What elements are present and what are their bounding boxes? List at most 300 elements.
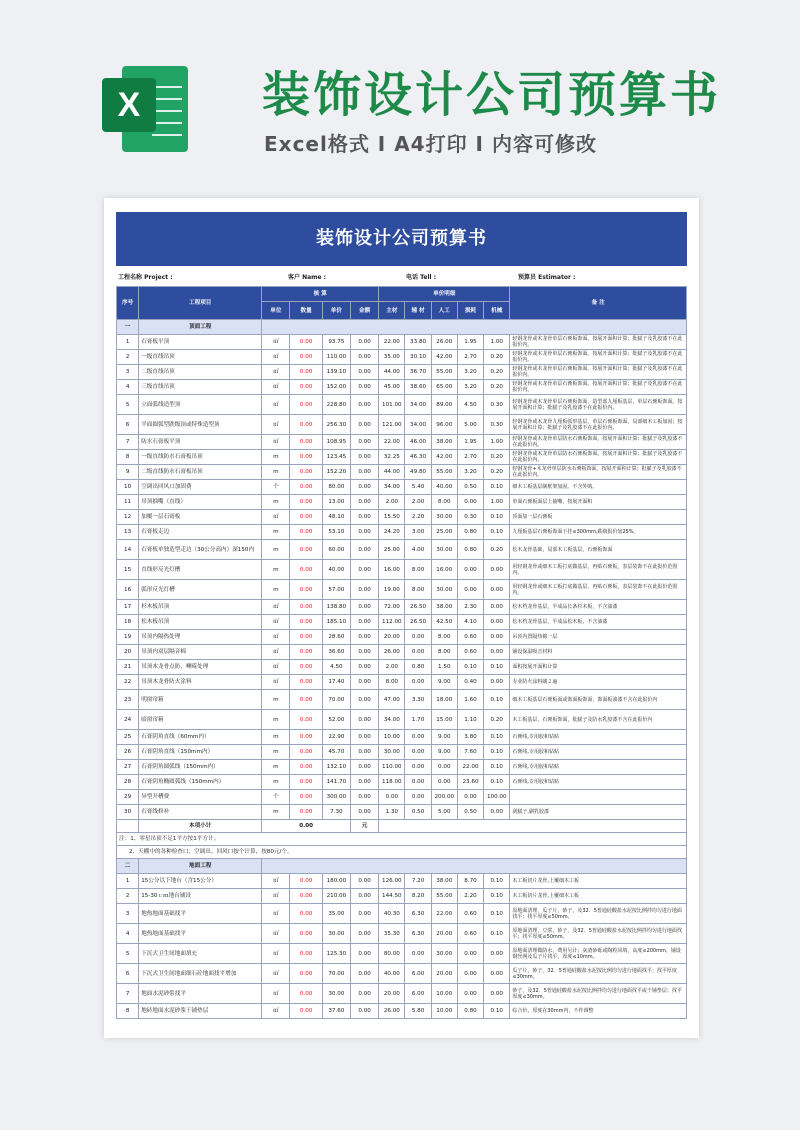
cell-machine: 0.00 <box>484 964 510 984</box>
cell-note: 用轻钢龙骨或细木工板打底做基层，再贴石膏板，表层装饰不在此报价范围内。 <box>510 580 687 600</box>
header-detail: 单价明细 <box>379 287 510 302</box>
cell-qty: 0.00 <box>290 510 322 525</box>
cell-loss: 4.50 <box>457 395 483 415</box>
cell-labor: 42.00 <box>431 450 457 465</box>
cell-seq: 12 <box>117 510 139 525</box>
cell-price: 45.70 <box>322 745 350 760</box>
cell-machine: 0.00 <box>484 805 510 820</box>
cell-aux: 5.40 <box>405 480 431 495</box>
cell-unit: ㎡ <box>262 904 290 924</box>
cell-seq: 27 <box>117 760 139 775</box>
cell-main: 44.00 <box>379 365 405 380</box>
cell-qty: 0.00 <box>290 889 322 904</box>
cell-main: 25.00 <box>379 540 405 560</box>
cell-item: 地砖地面水泥砂浆干铺垫层 <box>139 1004 262 1019</box>
cell-loss: 2.70 <box>457 450 483 465</box>
cell-labor: 30.00 <box>431 580 457 600</box>
table-row <box>117 730 687 745</box>
cell-loss: 3.80 <box>457 730 483 745</box>
cell-note: 轻钢龙骨或木龙骨单层石膏板饰面。按展开面积计算；批腻子及乳胶漆不在此报价内。 <box>510 380 687 395</box>
cell-seq: 28 <box>117 775 139 790</box>
cell-qty: 0.00 <box>290 660 322 675</box>
cell-machine: 0.00 <box>484 630 510 645</box>
cell-labor: 200.00 <box>431 790 457 805</box>
cell-loss: 7.60 <box>457 745 483 760</box>
section-note: 2、天棚中的各种检查口、空调出、回风口按个计算，按80元/个。 <box>117 846 687 859</box>
cell-labor: 9.00 <box>431 745 457 760</box>
cell-unit: m <box>262 805 290 820</box>
cell-labor: 10.00 <box>431 984 457 1004</box>
cell-unit: ㎡ <box>262 874 290 889</box>
cell-aux: 6.00 <box>405 964 431 984</box>
cell-aux: 0.00 <box>405 675 431 690</box>
cell-price: 53.10 <box>322 525 350 540</box>
cell-unit: 个 <box>262 790 290 805</box>
cell-unit: ㎡ <box>262 944 290 964</box>
cell-price: 57.00 <box>322 580 350 600</box>
table-row <box>117 745 687 760</box>
cell-amount: 0.00 <box>350 350 378 365</box>
cell-aux: 3.00 <box>405 525 431 540</box>
cell-item: 吊顶内双层隔音棉 <box>139 645 262 660</box>
cell-labor: 26.00 <box>431 335 457 350</box>
cell-labor: 0.00 <box>431 760 457 775</box>
cell-price: 228.80 <box>322 395 350 415</box>
cell-seq: 16 <box>117 580 139 600</box>
cell-labor: 0.00 <box>431 775 457 790</box>
table-row <box>117 350 687 365</box>
table-row <box>117 775 687 790</box>
cell-loss: 0.00 <box>457 944 483 964</box>
cell-amount: 0.00 <box>350 380 378 395</box>
cell-main: 15.50 <box>379 510 405 525</box>
cell-note: 松木档龙骨基层，半成品松木板，不含油漆 <box>510 615 687 630</box>
cell-unit: m <box>262 745 290 760</box>
cell-note: 石膏线,专用胶和钻贴 <box>510 775 687 790</box>
section-filler <box>262 320 687 335</box>
section-name: 顶面工程 <box>139 320 262 335</box>
cell-qty: 0.00 <box>290 944 322 964</box>
cell-seq: 30 <box>117 805 139 820</box>
cell-labor: 25.00 <box>431 525 457 540</box>
cell-qty: 0.00 <box>290 380 322 395</box>
project-info-row <box>116 268 687 284</box>
cell-main: 121.00 <box>379 415 405 435</box>
cell-seq: 11 <box>117 495 139 510</box>
hero-subtitle: Excel格式 I A4打印 I 内容可修改 <box>264 132 597 156</box>
cell-qty: 0.00 <box>290 350 322 365</box>
cell-unit: ㎡ <box>262 365 290 380</box>
cell-main: 35.30 <box>379 924 405 944</box>
cell-seq: 23 <box>117 690 139 710</box>
cell-qty: 0.00 <box>290 600 322 615</box>
subtotal-filler <box>379 820 687 833</box>
cell-seq: 6 <box>117 415 139 435</box>
cell-labor: 30.00 <box>431 540 457 560</box>
cell-item: 下沉式卫生间地面填充 <box>139 944 262 964</box>
cell-amount: 0.00 <box>350 335 378 350</box>
cell-price: 36.60 <box>322 645 350 660</box>
cell-amount: 0.00 <box>350 675 378 690</box>
header-hesuan: 核 算 <box>262 287 379 302</box>
cell-seq: 5 <box>117 395 139 415</box>
cell-aux: 46.30 <box>405 450 431 465</box>
cell-aux: 49.80 <box>405 465 431 480</box>
cell-item: 一级直线防水石膏板吊顶 <box>139 450 262 465</box>
cell-note: 原地面清理做防水，费用另计；灰渣砂砾或陶粒回填，高度≤200mm，铺设钢丝网及瓜子片找平，厚度≤10mm。 <box>510 944 687 964</box>
cell-amount: 0.00 <box>350 984 378 1004</box>
cell-price: 125.30 <box>322 944 350 964</box>
header-qty: 数量 <box>290 302 322 320</box>
cell-loss: 0.00 <box>457 495 483 510</box>
cell-price: 13.00 <box>322 495 350 510</box>
cell-seq: 25 <box>117 730 139 745</box>
cell-price: 48.10 <box>322 510 350 525</box>
cell-item: 地面水泥砂浆找平 <box>139 984 262 1004</box>
cell-amount: 0.00 <box>350 480 378 495</box>
cell-amount: 0.00 <box>350 580 378 600</box>
client-label: 客户 Name : <box>288 274 326 281</box>
cell-machine: 0.10 <box>484 889 510 904</box>
cell-aux: 5.80 <box>405 1004 431 1019</box>
cell-loss: 3.20 <box>457 465 483 480</box>
cell-qty: 0.00 <box>290 630 322 645</box>
cell-labor: 40.00 <box>431 480 457 495</box>
cell-item: 二级直线防水石膏板吊顶 <box>139 465 262 480</box>
cell-price: 139.10 <box>322 365 350 380</box>
cell-machine: 0.10 <box>484 510 510 525</box>
table-row <box>117 874 687 889</box>
cell-seq: 22 <box>117 675 139 690</box>
cell-qty: 0.00 <box>290 615 322 630</box>
cell-main: 72.00 <box>379 600 405 615</box>
cell-main: 16.00 <box>379 560 405 580</box>
cell-unit: m <box>262 710 290 730</box>
subtotal-blank <box>117 820 139 833</box>
cell-qty: 0.00 <box>290 560 322 580</box>
cell-labor: 55.00 <box>431 365 457 380</box>
section-note-row <box>117 846 687 859</box>
cell-seq: 5 <box>117 944 139 964</box>
table-row <box>117 645 687 660</box>
cell-amount: 0.00 <box>350 615 378 630</box>
cell-seq: 29 <box>117 790 139 805</box>
cell-unit: ㎡ <box>262 964 290 984</box>
cell-aux: 36.70 <box>405 365 431 380</box>
cell-labor: 38.00 <box>431 600 457 615</box>
cell-loss: 0.00 <box>457 580 483 600</box>
cell-main: 40.30 <box>379 904 405 924</box>
cell-machine: 0.20 <box>484 710 510 730</box>
cell-machine: 1.00 <box>484 495 510 510</box>
cell-aux: 26.50 <box>405 615 431 630</box>
table-row <box>117 710 687 730</box>
cell-labor: 30.00 <box>431 944 457 964</box>
cell-unit: ㎡ <box>262 380 290 395</box>
cell-note: 综合价，厚度在30mm内，不作调整 <box>510 1004 687 1019</box>
header-item: 工程项目 <box>139 287 262 320</box>
cell-loss: 0.10 <box>457 660 483 675</box>
cell-machine: 0.20 <box>484 540 510 560</box>
table-row <box>117 580 687 600</box>
cell-machine: 0.20 <box>484 450 510 465</box>
cell-aux: 0.50 <box>405 805 431 820</box>
cell-note: 单面石膏板面层上抽嘴，按展开面积 <box>510 495 687 510</box>
cell-main: 22.00 <box>379 335 405 350</box>
cell-aux: 26.50 <box>405 600 431 615</box>
table-row <box>117 415 687 435</box>
budget-table-body <box>117 320 687 1019</box>
cell-price: 30.00 <box>322 984 350 1004</box>
cell-main: 45.00 <box>379 380 405 395</box>
cell-qty: 0.00 <box>290 874 322 889</box>
cell-labor: 16.00 <box>431 560 457 580</box>
section-header-row <box>117 859 687 874</box>
cell-loss: 2.70 <box>457 350 483 365</box>
table-row <box>117 395 687 415</box>
cell-amount: 0.00 <box>350 660 378 675</box>
table-row <box>117 365 687 380</box>
cell-machine: 1.00 <box>484 335 510 350</box>
cell-main: 47.00 <box>379 690 405 710</box>
cell-unit: ㎡ <box>262 335 290 350</box>
cell-loss: 0.60 <box>457 924 483 944</box>
hero-banner <box>0 0 800 195</box>
cell-item: 防水石膏板平顶 <box>139 435 262 450</box>
cell-machine: 0.00 <box>484 944 510 964</box>
cell-seq: 14 <box>117 540 139 560</box>
cell-qty: 0.00 <box>290 805 322 820</box>
cell-qty: 0.00 <box>290 904 322 924</box>
cell-labor: 96.00 <box>431 415 457 435</box>
cell-machine: 0.10 <box>484 775 510 790</box>
cell-main: 19.00 <box>379 580 405 600</box>
cell-main: 32.25 <box>379 450 405 465</box>
cell-unit: m <box>262 495 290 510</box>
cell-labor: 65.00 <box>431 380 457 395</box>
budget-sheet <box>104 198 699 1038</box>
cell-qty: 0.00 <box>290 645 322 660</box>
cell-item: 15公分以下地台（含15公分） <box>139 874 262 889</box>
cell-main: 8.00 <box>379 675 405 690</box>
cell-aux: 4.00 <box>405 540 431 560</box>
cell-labor: 8.00 <box>431 495 457 510</box>
cell-amount: 0.00 <box>350 495 378 510</box>
cell-amount: 0.00 <box>350 904 378 924</box>
cell-qty: 0.00 <box>290 730 322 745</box>
cell-unit: m <box>262 450 290 465</box>
cell-price: 40.00 <box>322 560 350 580</box>
table-row <box>117 904 687 924</box>
cell-loss: 1.60 <box>457 690 483 710</box>
cell-loss: 0.00 <box>457 984 483 1004</box>
cell-loss: 3.20 <box>457 380 483 395</box>
cell-amount: 0.00 <box>350 1004 378 1019</box>
cell-labor: 9.00 <box>431 730 457 745</box>
cell-note: 原地面清理，瓜子片，砂子，及32．5普通硅酸盐水泥按比例拌均匀进行地面找平；找平厚度≤50mm。 <box>510 904 687 924</box>
cell-item: 直线形反光灯槽 <box>139 560 262 580</box>
cell-aux: 8.00 <box>405 560 431 580</box>
cell-item: 石膏阴角圆弧线（150mm内） <box>139 760 262 775</box>
cell-loss: 0.60 <box>457 904 483 924</box>
cell-unit: ㎡ <box>262 510 290 525</box>
cell-loss: 0.50 <box>457 805 483 820</box>
cell-main: 2.00 <box>379 495 405 510</box>
cell-seq: 19 <box>117 630 139 645</box>
cell-machine: 0.10 <box>484 745 510 760</box>
cell-unit: ㎡ <box>262 984 290 1004</box>
cell-seq: 26 <box>117 745 139 760</box>
tel-label: 电话 Tell : <box>406 274 437 281</box>
cell-seq: 1 <box>117 874 139 889</box>
section-note: 注：1、零星吊顶不足1平方按1平方计； <box>117 833 687 846</box>
cell-loss: 23.60 <box>457 775 483 790</box>
cell-item: 石膏板单独造型走边（30公分高内）深150内 <box>139 540 262 560</box>
cell-labor: 30.00 <box>431 510 457 525</box>
table-row <box>117 924 687 944</box>
cell-machine: 0.00 <box>484 580 510 600</box>
cell-qty: 0.00 <box>290 540 322 560</box>
cell-amount: 0.00 <box>350 690 378 710</box>
cell-loss: 0.40 <box>457 675 483 690</box>
cell-price: 180.00 <box>322 874 350 889</box>
cell-main: 24.20 <box>379 525 405 540</box>
cell-amount: 0.00 <box>350 645 378 660</box>
cell-item: 吊顶抽嘴（直线） <box>139 495 262 510</box>
cell-loss: 2.30 <box>457 600 483 615</box>
cell-note <box>510 790 687 805</box>
cell-aux: 0.00 <box>405 944 431 964</box>
cell-note: 轻钢龙骨+木龙骨单层防水石膏板饰面。按展开面积计算；批腻子及乳胶漆不在此报价内。 <box>510 465 687 480</box>
cell-price: 141.70 <box>322 775 350 790</box>
section-name: 地面工程 <box>139 859 262 874</box>
table-row <box>117 660 687 675</box>
cell-note: 木工板基层，石膏板饰面，批腻子及防水乳胶漆不含在此报价内 <box>510 710 687 730</box>
cell-item: 三级直线吊顶 <box>139 380 262 395</box>
cell-labor: 22.00 <box>431 904 457 924</box>
cell-loss: 3.20 <box>457 365 483 380</box>
cell-main: 112.00 <box>379 615 405 630</box>
cell-amount: 0.00 <box>350 730 378 745</box>
cell-machine: 0.10 <box>484 480 510 495</box>
cell-machine: 0.10 <box>484 874 510 889</box>
cell-labor: 20.00 <box>431 924 457 944</box>
project-label: 工程名称 Project : <box>118 274 173 281</box>
cell-machine: 0.00 <box>484 675 510 690</box>
cell-item: 立面弧线造型顶 <box>139 395 262 415</box>
cell-labor: 5.00 <box>431 805 457 820</box>
cell-machine: 0.10 <box>484 904 510 924</box>
cell-amount: 0.00 <box>350 560 378 580</box>
cell-main: 22.00 <box>379 435 405 450</box>
cell-main: 144.50 <box>379 889 405 904</box>
cell-qty: 0.00 <box>290 1004 322 1019</box>
cell-price: 152.00 <box>322 380 350 395</box>
cell-note: 吊顶内置隔热棉一层 <box>510 630 687 645</box>
cell-qty: 0.00 <box>290 984 322 1004</box>
table-row <box>117 540 687 560</box>
cell-aux: 0.00 <box>405 645 431 660</box>
cell-amount: 0.00 <box>350 540 378 560</box>
cell-item: 二级直线吊顶 <box>139 365 262 380</box>
cell-unit: 个 <box>262 480 290 495</box>
cell-price: 7.30 <box>322 805 350 820</box>
sheet-title: 装饰设计公司预算书 <box>116 212 687 266</box>
cell-item: 暗窗帘箱 <box>139 710 262 730</box>
subtotal-row <box>117 820 687 833</box>
cell-seq: 4 <box>117 380 139 395</box>
cell-amount: 0.00 <box>350 924 378 944</box>
cell-aux: 38.60 <box>405 380 431 395</box>
cell-qty: 0.00 <box>290 710 322 730</box>
cell-labor: 15.00 <box>431 710 457 730</box>
cell-main: 118.00 <box>379 775 405 790</box>
cell-unit: ㎡ <box>262 924 290 944</box>
cell-seq: 8 <box>117 1004 139 1019</box>
cell-qty: 0.00 <box>290 395 322 415</box>
cell-price: 28.60 <box>322 630 350 645</box>
cell-item: 异型开槽费 <box>139 790 262 805</box>
cell-labor: 38.00 <box>431 874 457 889</box>
cell-qty: 0.00 <box>290 745 322 760</box>
cell-unit: ㎡ <box>262 615 290 630</box>
cell-unit: ㎡ <box>262 675 290 690</box>
cell-main: 101.00 <box>379 395 405 415</box>
cell-unit: ㎡ <box>262 415 290 435</box>
cell-machine: 0.00 <box>484 600 510 615</box>
cell-labor: 20.00 <box>431 964 457 984</box>
cell-note: 专业防火涂料刷２遍 <box>510 675 687 690</box>
cell-qty: 0.00 <box>290 365 322 380</box>
cell-qty: 0.00 <box>290 480 322 495</box>
cell-loss: 0.80 <box>457 525 483 540</box>
cell-note: 木工板切片龙骨,上覆细木工板 <box>510 889 687 904</box>
cell-aux: 30.10 <box>405 350 431 365</box>
table-row <box>117 944 687 964</box>
cell-labor: 10.00 <box>431 1004 457 1019</box>
cell-amount: 0.00 <box>350 944 378 964</box>
cell-item: 地热地面基础找平 <box>139 904 262 924</box>
cell-price: 80.00 <box>322 480 350 495</box>
cell-amount: 0.00 <box>350 760 378 775</box>
cell-seq: 15 <box>117 560 139 580</box>
cell-amount: 0.00 <box>350 805 378 820</box>
cell-qty: 0.00 <box>290 465 322 480</box>
cell-item: 吊顶木龙骨防火涂料 <box>139 675 262 690</box>
cell-qty: 0.00 <box>290 964 322 984</box>
cell-note: 石膏线,专用胶和钻贴 <box>510 760 687 775</box>
cell-qty: 0.00 <box>290 525 322 540</box>
cell-labor: 8.00 <box>431 630 457 645</box>
cell-amount: 0.00 <box>350 630 378 645</box>
cell-aux: 0.00 <box>405 790 431 805</box>
cell-note: 松木档龙骨基层，半成品长条杉木板，不含油漆 <box>510 600 687 615</box>
cell-qty: 0.00 <box>290 435 322 450</box>
table-row <box>117 600 687 615</box>
cell-aux: 6.30 <box>405 904 431 924</box>
cell-price: 70.00 <box>322 690 350 710</box>
cell-aux: 0.00 <box>405 630 431 645</box>
cell-note: 松木龙骨基础，局部木工板基层，石膏板饰面 <box>510 540 687 560</box>
header-note: 备 注 <box>510 287 687 320</box>
cell-main: 44.00 <box>379 465 405 480</box>
cell-seq: 24 <box>117 710 139 730</box>
cell-machine: 0.10 <box>484 760 510 775</box>
cell-unit: ㎡ <box>262 630 290 645</box>
cell-qty: 0.00 <box>290 775 322 790</box>
table-row <box>117 450 687 465</box>
excel-logo-letter: X <box>102 78 156 132</box>
